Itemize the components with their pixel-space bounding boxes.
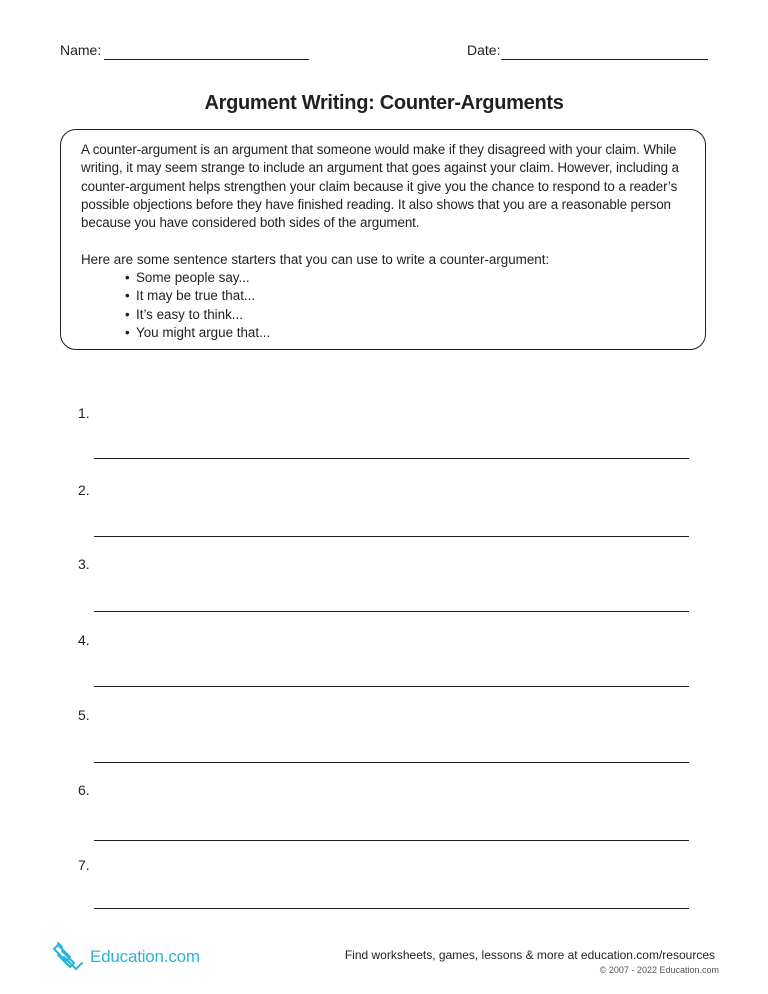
info-paragraph: A counter-argument is an argument that someone would make if they disagreed with your claim. While writing, it may seem strange to include an argument that goes against your claim. However, including a counter-argument helps strengthen your claim because it give you the chance to respond to a reader’s possible objections before they have finished reading. It also shows that you are a reasonable person because you have considered both sides of the argument.	[81, 142, 679, 231]
starter-item: • Some people say...	[125, 269, 270, 287]
answer-line[interactable]	[94, 536, 689, 537]
brand-name: Education.com	[90, 947, 200, 966]
education-logo[interactable]	[52, 941, 200, 973]
name-label: Name:	[60, 42, 102, 58]
question-number: 2.	[78, 482, 90, 498]
answer-line[interactable]	[94, 458, 689, 459]
sentence-starters-list	[125, 269, 270, 342]
name-input-line[interactable]	[104, 59, 309, 60]
answer-line[interactable]	[94, 840, 689, 841]
date-label: Date:	[467, 42, 501, 58]
date-input-line[interactable]	[501, 59, 708, 60]
question-number: 7.	[78, 857, 90, 873]
answer-line[interactable]	[94, 686, 689, 687]
pencil-stack-icon	[52, 941, 86, 973]
starter-item: • It may be true that...	[125, 287, 270, 305]
starter-item: • You might argue that...	[125, 324, 270, 342]
answer-line[interactable]	[94, 762, 689, 763]
info-box	[60, 129, 706, 350]
starter-item: • It’s easy to think...	[125, 306, 270, 324]
question-number: 1.	[78, 405, 90, 421]
question-number: 5.	[78, 707, 90, 723]
question-number: 6.	[78, 782, 90, 798]
question-number: 4.	[78, 632, 90, 648]
answer-line[interactable]	[94, 611, 689, 612]
question-number: 3.	[78, 556, 90, 572]
page-title: Argument Writing: Counter-Arguments	[204, 92, 564, 114]
starters-intro: Here are some sentence starters that you can use to write a counter-argument:	[81, 252, 550, 267]
answer-line[interactable]	[94, 908, 689, 909]
footer-tagline[interactable]: Find worksheets, games, lessons & more at education.com/resources	[344, 948, 715, 962]
footer-copyright: © 2007 - 2022 Education.com	[599, 965, 719, 975]
